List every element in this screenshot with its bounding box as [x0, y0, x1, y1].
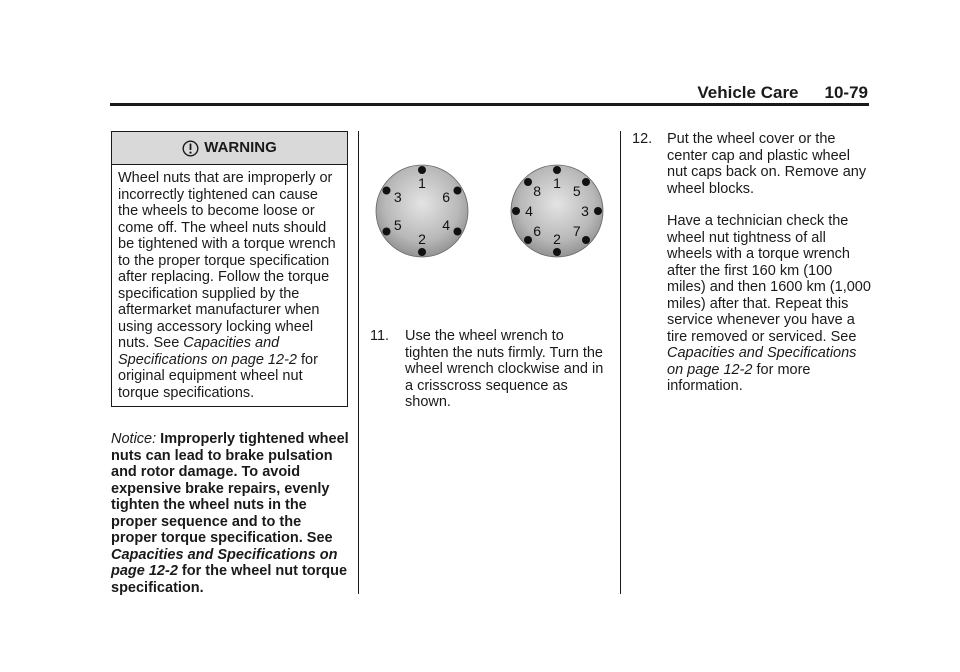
nut-sequence-label: 5	[393, 217, 402, 233]
page-number: 10-79	[824, 83, 868, 102]
notice-link[interactable]: Capacities and Specifications on page 12-2	[111, 546, 338, 579]
step-number: 11.	[370, 328, 390, 344]
nut-sequence-label: 1	[418, 175, 426, 191]
page-header	[0, 83, 868, 105]
lug-nut	[553, 248, 561, 256]
section-title: Vehicle Care	[697, 83, 799, 102]
warning-icon	[182, 140, 199, 157]
step-text-2-end: for more information.	[667, 361, 811, 394]
nut-sequence-label: 2	[553, 231, 561, 247]
warning-link[interactable]: Capacities and Specifications on page 12-2	[118, 335, 297, 368]
nut-sequence-label: 5	[572, 183, 581, 200]
warning-text-start: Wheel nuts that are improperly or incorrectly tightened can cause the wheels to become loose or come off. The wheel nuts should be tightened with a torque wrench to the proper torque specification after replacing. Follow the torque specification supplied by the aftermarket manufacturer when using accessory locking wheel nuts. See	[118, 170, 336, 351]
lug-nut	[582, 178, 590, 186]
lug-nut	[524, 178, 532, 186]
step-12	[632, 131, 872, 395]
step-text-2	[667, 213, 872, 395]
notice-block	[111, 431, 349, 596]
column-middle	[370, 160, 610, 411]
nut-sequence-label: 4	[442, 217, 451, 233]
lug-nut	[594, 207, 602, 215]
nut-sequence-label: 6	[533, 222, 542, 239]
lug-nut	[582, 236, 590, 244]
column-divider	[358, 131, 359, 594]
step-text: Use the wheel wrench to tighten the nuts firmly. Turn the wheel wrench clockwise and in a crisscross sequence as shown.	[405, 328, 604, 410]
notice-label: Notice:	[111, 431, 157, 447]
column-right	[632, 131, 872, 395]
warning-text	[118, 170, 341, 401]
header-rule	[110, 103, 869, 106]
nut-sequence-label: 1	[553, 175, 561, 191]
step-text: Put the wheel cover or the center cap and plastic wheel nut caps back on. Remove any wheel blocks.	[667, 131, 867, 197]
nut-sequence-label: 3	[393, 189, 402, 205]
nut-sequence-label: 2	[418, 231, 426, 247]
lug-nut	[418, 248, 426, 256]
lug-nut	[512, 207, 520, 215]
lug-nut	[454, 187, 462, 195]
nut-sequence-label: 7	[572, 222, 581, 239]
nut-sequence-label: 8	[533, 183, 542, 200]
nut-sequence-label: 3	[581, 203, 589, 219]
notice-text: Improperly tightened wheel nuts can lead to brake pulsation and rotor damage. To avoid expensive brake repairs, evenly tighten the wheel nuts in the proper sequence and to the proper torque specification. See	[111, 431, 349, 546]
wheel-nut-sequence-diagram	[372, 160, 612, 272]
column-left	[111, 131, 349, 596]
step-text-2-start: Have a technician check the wheel nut tightness of all wheels with a torque wrench after the first 160 km (100 miles) and then 1600 km (1,000 miles) after that. Repeat this service whenever you have a tire removed or serviced. See	[667, 213, 871, 345]
lug-nut	[383, 187, 391, 195]
nut-sequence-label: 4	[525, 203, 533, 219]
step-12-link[interactable]: Capacities and Specifications on page 12-2	[667, 345, 857, 378]
lug-nut	[418, 166, 426, 174]
warning-box	[111, 131, 348, 407]
step-number: 12.	[632, 131, 653, 147]
step-content	[667, 131, 872, 395]
lug-nut	[454, 228, 462, 236]
lug-nut	[383, 228, 391, 236]
notice-text-end: for the wheel nut torque specification.	[111, 563, 348, 596]
warning-text-end: for original equipment wheel nut torque specifications.	[118, 351, 318, 401]
warning-body	[112, 165, 347, 406]
warning-header	[112, 132, 347, 165]
nut-sequence-label: 6	[442, 189, 451, 205]
column-divider	[620, 131, 621, 594]
lug-nut	[553, 166, 561, 174]
lug-nut	[524, 236, 532, 244]
step-11	[370, 328, 610, 411]
wheel-diagram-svg	[372, 160, 612, 272]
warning-title: WARNING	[204, 138, 277, 156]
